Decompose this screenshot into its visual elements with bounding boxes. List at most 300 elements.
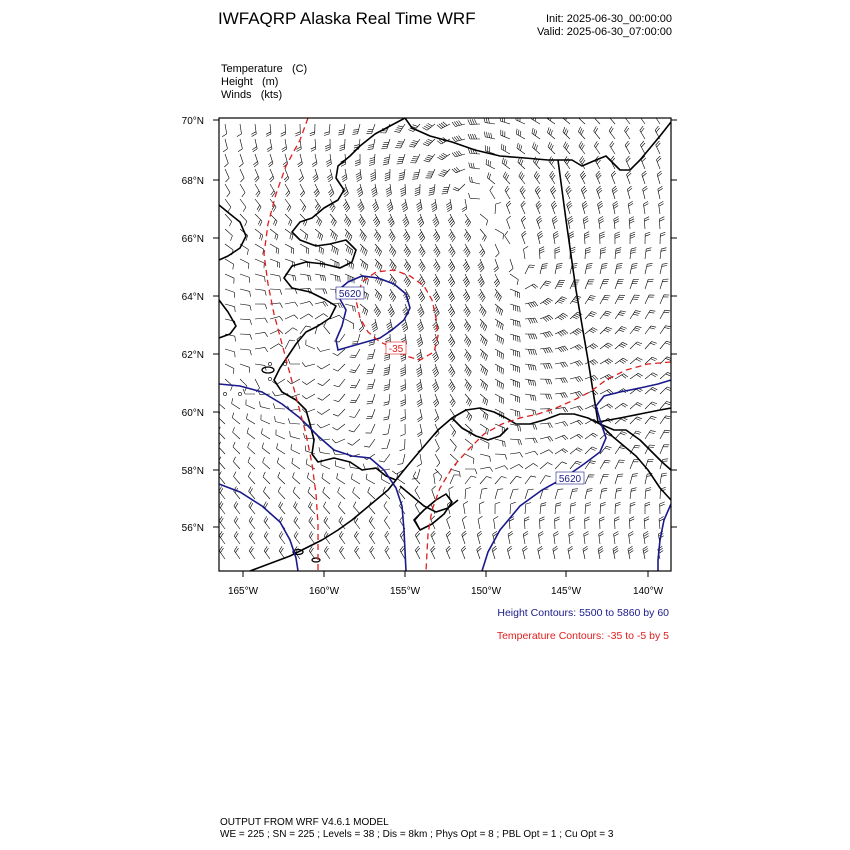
wind-barb (450, 439, 456, 451)
wind-barb (270, 244, 279, 254)
wind-barb (432, 349, 438, 362)
wind-barb (598, 546, 603, 559)
wind-barb (240, 379, 247, 391)
wind-barb (540, 264, 548, 274)
wind-barb (540, 423, 553, 428)
wind-barb (501, 144, 510, 154)
wind-barb (480, 467, 493, 472)
wind-barb (555, 378, 568, 383)
lon-label: 140°W (632, 586, 664, 597)
wind-barb (295, 124, 300, 136)
wind-barb (334, 379, 345, 387)
wind-barb (585, 312, 597, 320)
wind-barb (306, 340, 315, 349)
wind-barb (535, 186, 541, 199)
wind-barb (360, 229, 367, 241)
wind-barb (463, 274, 470, 287)
wind-barb (300, 199, 306, 212)
wind-barb (555, 517, 560, 529)
wind-barb (317, 409, 330, 415)
wind-barb (352, 334, 360, 344)
wind-barb (288, 359, 300, 364)
wind-barb (463, 259, 470, 272)
wind-barb (627, 186, 632, 199)
wind-barb (370, 169, 375, 181)
wind-barb (630, 358, 642, 365)
wind-barb (300, 229, 308, 240)
wind-barb (553, 546, 558, 559)
wind-barb (487, 173, 495, 185)
wind-barb (338, 487, 345, 499)
wind-barb (525, 424, 537, 430)
wind-barb (450, 424, 456, 437)
wind-barb (317, 347, 330, 351)
wind-barb (237, 124, 242, 137)
wind-barb (255, 214, 262, 226)
wind-barb (516, 115, 525, 125)
wind-barb (495, 304, 503, 316)
wind-barb (630, 474, 638, 484)
wind-barb (282, 139, 287, 152)
wind-barb (323, 487, 330, 499)
wind-barb (510, 304, 520, 312)
wind-barb (366, 474, 375, 484)
wind-barb (582, 201, 588, 214)
wind-barb (645, 279, 654, 289)
wind-barb (225, 169, 229, 182)
wind-barb (324, 322, 330, 335)
wind-barb (285, 244, 294, 254)
wind-barb (418, 229, 425, 242)
wind-barb (433, 319, 439, 332)
wind-barb (630, 311, 641, 319)
wind-barb (525, 349, 537, 355)
wind-barb (540, 476, 551, 484)
wind-barb (293, 487, 300, 499)
wind-barb (247, 413, 256, 424)
wind-barb (479, 244, 485, 257)
wind-barb (293, 472, 301, 484)
wind-barb (479, 502, 484, 514)
wind-barb (510, 364, 520, 373)
wind-barb (416, 364, 422, 377)
wind-barb (570, 391, 583, 397)
wind-barb (409, 139, 420, 147)
wind-barb (348, 439, 361, 445)
wind-barb (432, 379, 438, 392)
wind-barb (522, 231, 527, 244)
wind-barb (480, 424, 488, 435)
wind-barb (355, 546, 361, 559)
wind-barb (643, 201, 648, 214)
wind-barb (495, 502, 500, 514)
wind-barb (615, 488, 622, 499)
wind-barb (448, 304, 455, 317)
wind-barb (614, 531, 619, 544)
wind-barb (465, 476, 476, 484)
wind-barb (645, 310, 655, 319)
wind-barb (240, 289, 251, 297)
wind-barb (537, 216, 543, 229)
wind-barb (367, 349, 375, 359)
wind-barb (630, 502, 635, 514)
wind-barb (270, 214, 277, 226)
wind-barb (495, 244, 499, 257)
wind-barb (415, 546, 420, 559)
wind-barb (469, 193, 481, 199)
wind-barb (596, 171, 602, 184)
wind-barb (251, 124, 256, 137)
wind-barb (424, 154, 435, 162)
wind-barb (551, 201, 557, 214)
wind-barb (277, 458, 285, 469)
wind-barb (468, 134, 480, 139)
wind-barb (360, 304, 368, 316)
wind-barb (249, 502, 255, 515)
wind-barb (520, 186, 526, 199)
wind-barb (615, 280, 624, 290)
wind-barb (267, 139, 272, 152)
height-contour-legend: Height Contours: 5500 to 5860 by 60 (497, 607, 669, 619)
wind-barb (389, 244, 396, 257)
wind-barb (509, 259, 513, 272)
wind-barb (298, 154, 303, 167)
wind-barb (225, 229, 232, 241)
wind-barb (433, 394, 439, 407)
wind-barb (540, 348, 553, 354)
wind-barb (351, 474, 360, 484)
wind-barb (356, 169, 362, 182)
wind-barb (311, 139, 316, 151)
wind-barb (585, 433, 598, 439)
wind-barb (264, 531, 270, 544)
wind-barb (495, 364, 504, 374)
wind-barb (660, 502, 665, 514)
wind-barb (264, 516, 270, 529)
wind-barb (525, 503, 531, 515)
wind-barb (495, 439, 505, 447)
wind-barb (525, 318, 537, 323)
wind-barb (600, 404, 613, 409)
wind-barb (417, 409, 422, 422)
wind-barb (255, 304, 267, 309)
wind-barb (600, 343, 613, 349)
wind-barb (417, 394, 422, 407)
wind-barb (437, 122, 450, 129)
lon-label: 155°W (389, 586, 421, 597)
wind-barb (585, 296, 596, 304)
wind-barb (359, 214, 366, 227)
wind-barb (550, 171, 556, 184)
wind-barb (585, 502, 591, 514)
wind-barb (353, 502, 360, 514)
wind-barb (290, 431, 300, 439)
field-unit: (m) (261, 76, 279, 88)
wind-barb (502, 158, 510, 169)
wind-barb (279, 531, 285, 544)
wind-barb (385, 531, 390, 544)
wind-barb (625, 126, 631, 139)
wind-barb (600, 389, 613, 394)
wind-barb (388, 214, 395, 227)
wind-barb (570, 503, 576, 515)
wind-barb (660, 341, 671, 349)
wind-barb (224, 154, 228, 167)
wind-barb (371, 184, 377, 197)
wind-barb (555, 247, 560, 259)
wind-barb (294, 502, 301, 514)
wind-barb (366, 364, 375, 374)
wind-barb (583, 216, 588, 229)
wind-barb (645, 295, 655, 304)
wind-barb (431, 546, 436, 559)
wind-barb (248, 472, 255, 484)
wind-barb (433, 289, 440, 302)
wind-barb (343, 199, 350, 212)
wind-barb (585, 247, 591, 259)
wind-barb (366, 124, 375, 134)
wind-barb (549, 157, 555, 170)
wind-barb (525, 334, 537, 339)
wind-barb (611, 171, 616, 184)
wind-barb (579, 141, 585, 154)
wind-barb (615, 263, 623, 274)
wind-barb (531, 114, 540, 124)
wind-barb (463, 289, 470, 302)
wind-barb (585, 489, 593, 500)
wind-barb (585, 328, 597, 334)
wind-barb (555, 330, 568, 337)
wind-barb (315, 314, 328, 319)
wind-barb (366, 409, 375, 419)
wind-barbs (218, 111, 673, 559)
wind-barb (552, 216, 558, 229)
wind-barb (521, 216, 526, 229)
wind-barb (564, 142, 571, 154)
wind-barb (465, 469, 477, 474)
wind-barb (450, 394, 456, 407)
wind-barb (300, 274, 311, 281)
wind-barb (570, 517, 575, 529)
lon-label: 150°W (470, 586, 502, 597)
wind-barb (315, 289, 327, 294)
wind-barb (364, 439, 375, 447)
wind-barb (600, 311, 611, 319)
wind-barb (508, 531, 513, 544)
wind-barb (494, 516, 499, 529)
wind-barb (660, 445, 669, 454)
wind-barb (510, 334, 520, 342)
field-name: Temperature (221, 63, 283, 75)
wind-barb (371, 319, 377, 332)
wind-barb (369, 531, 375, 544)
wind-barb (225, 289, 235, 298)
wind-barb (495, 394, 504, 404)
wind-barb (270, 316, 283, 320)
wind-barb (232, 398, 240, 409)
wind-barb (419, 274, 426, 287)
wind-barb (268, 154, 273, 167)
wind-barb (219, 516, 225, 529)
wind-barb (255, 169, 260, 182)
wind-barb (225, 274, 234, 284)
wind-barb (630, 326, 641, 334)
wind-barb (383, 409, 390, 420)
wind-barb (225, 364, 234, 374)
wind-barb (630, 263, 638, 274)
wind-barb (234, 516, 240, 529)
lat-labels (182, 116, 204, 534)
calm-wind-marker (268, 362, 271, 365)
wind-barb (315, 214, 322, 226)
wind-barb (570, 434, 583, 439)
wind-barb (240, 259, 249, 269)
wind-barb (383, 424, 390, 435)
wind-barb (525, 379, 536, 386)
wind-barb (417, 424, 422, 437)
wind-barb (547, 127, 555, 139)
wind-barb (524, 517, 529, 529)
wind-barb (568, 216, 573, 229)
wind-barb (555, 280, 565, 289)
wind-barb (464, 334, 471, 347)
wind-barb (449, 379, 456, 392)
wind-barb (446, 531, 451, 544)
wind-barb (285, 184, 290, 197)
wind-barb (613, 201, 618, 214)
wind-barb (302, 379, 315, 385)
wind-barb (418, 304, 425, 317)
wind-barb (480, 334, 487, 346)
wind-barb (219, 531, 225, 544)
wind-barb (386, 184, 392, 197)
wind-barb (326, 154, 331, 167)
wind-barb (480, 229, 486, 241)
wind-barb (448, 214, 455, 227)
wind-barb (643, 531, 648, 544)
wind-barb (315, 302, 328, 307)
wind-barb (524, 246, 529, 259)
wind-barb (585, 475, 594, 484)
wind-barb (469, 163, 480, 170)
wind-barb (219, 472, 225, 485)
wind-barb (538, 546, 543, 559)
model-config: WE = 225 ; SN = 225 ; Levels = 38 ; Dis = 8km ; Phys Opt = 8 ; PBL Opt = 1 ; Cu Opt = 3 (220, 829, 614, 840)
wind-barb (449, 487, 454, 500)
wind-barb (255, 347, 268, 352)
wind-barb (563, 127, 570, 139)
wind-barb (645, 402, 657, 409)
wind-barb (288, 418, 300, 424)
wind-barb (278, 472, 285, 484)
wind-barb (642, 171, 647, 184)
wind-barb (480, 214, 488, 225)
wind-barb (464, 319, 471, 332)
wind-barb (309, 546, 315, 559)
wind-barb (629, 517, 634, 529)
wind-barb (240, 364, 250, 373)
wind-barb (555, 263, 563, 274)
wind-barb (395, 139, 405, 148)
wind-barb (279, 546, 285, 559)
wind-barb (510, 439, 522, 445)
wind-barb (448, 364, 455, 377)
wind-barb (570, 361, 583, 367)
wind-barb (239, 154, 243, 167)
wind-barb (495, 379, 504, 389)
wind-barb (600, 280, 609, 289)
wind-barb (540, 437, 553, 442)
wind-barb (516, 129, 525, 139)
wind-barb (423, 123, 436, 130)
wind-barb (660, 473, 667, 484)
wind-barb (342, 169, 347, 182)
wind-barb (625, 141, 630, 154)
lat-axis (213, 120, 677, 527)
wind-barb (645, 232, 650, 244)
wind-barb (294, 531, 300, 544)
wind-barb (309, 531, 315, 544)
wind-barb (419, 244, 426, 257)
wind-barb (338, 502, 345, 514)
wind-barb (435, 454, 440, 467)
wind-barb (570, 406, 583, 411)
wind-barb (349, 424, 360, 432)
wind-barb (423, 139, 435, 146)
wind-barb (350, 379, 360, 388)
wind-barb (613, 546, 618, 559)
wind-barb (219, 487, 225, 500)
wind-barb (452, 121, 465, 127)
wind-barb (255, 259, 264, 268)
wind-barb (417, 214, 423, 227)
wind-barb (403, 229, 410, 242)
wind-barb (400, 409, 405, 421)
wind-barb (375, 289, 382, 301)
wind-barb (510, 319, 520, 327)
wind-barb (480, 454, 491, 462)
wind-barb (495, 476, 507, 484)
wind-barb (523, 546, 528, 559)
wind-barb (540, 463, 552, 470)
wind-barb (555, 489, 563, 499)
wind-barb (234, 546, 240, 559)
wind-barb (394, 124, 405, 132)
wind-barb (262, 428, 271, 439)
wind-barb (584, 531, 589, 544)
wind-barb (240, 334, 252, 340)
wind-barb (385, 546, 390, 559)
wind-barb (279, 502, 285, 514)
wind-barb (615, 248, 621, 259)
wind-barb (660, 232, 665, 244)
wind-barb (610, 141, 615, 154)
wind-barb (300, 184, 305, 197)
wind-barb (510, 394, 520, 403)
field-unit: (C) (291, 63, 308, 75)
wind-barb (540, 281, 551, 289)
wind-barb (452, 151, 465, 157)
wind-barb (448, 319, 455, 332)
wind-barb (533, 142, 541, 154)
wind-barb (629, 531, 634, 544)
calm-wind-marker (238, 392, 241, 395)
wind-barb (270, 274, 281, 281)
wind-barb (645, 387, 657, 394)
wind-barb (276, 430, 285, 440)
wind-barb (506, 201, 511, 214)
wind-barb (400, 364, 405, 376)
